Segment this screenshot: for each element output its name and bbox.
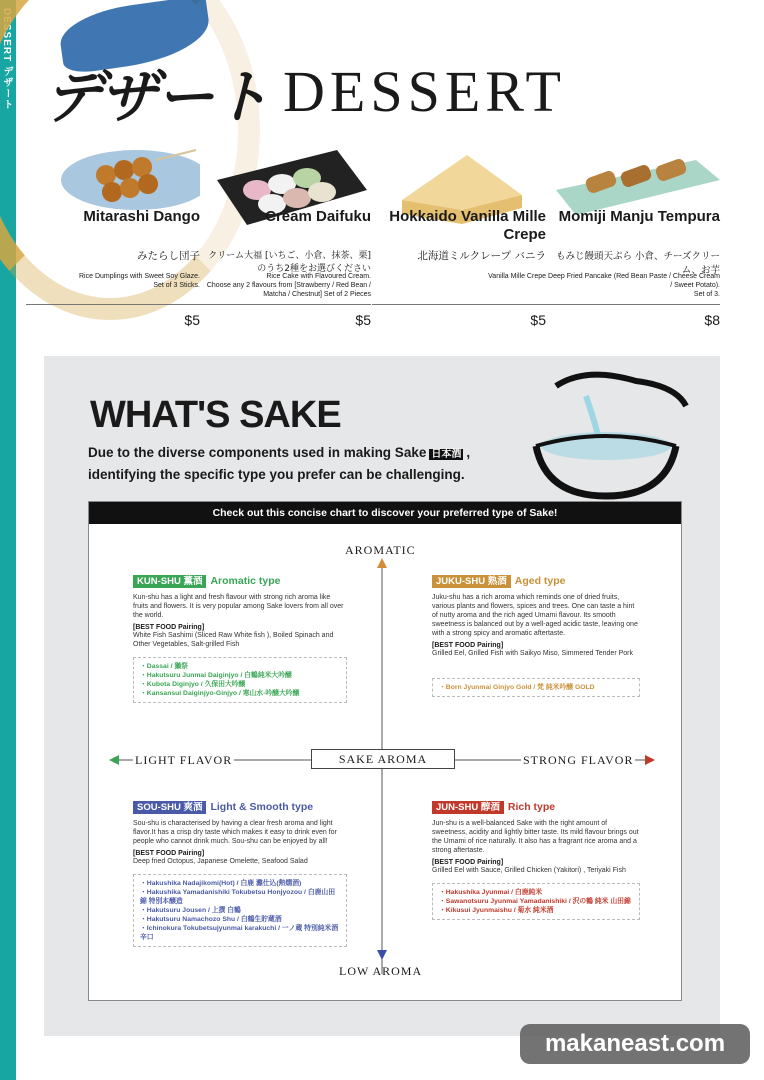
sake-intro-tag: 日本酒 xyxy=(431,449,462,460)
sake-panel xyxy=(44,356,720,1036)
quadrant-type: Aromatic type xyxy=(210,575,281,587)
dessert-cream-daifuku[interactable] xyxy=(197,140,371,340)
dessert-mitarashi-dango[interactable] xyxy=(26,140,200,340)
quadrant-kunshu xyxy=(133,573,347,703)
title-japanese: デザート xyxy=(44,63,269,131)
quadrant-description: Juku-shu has a rich aroma which reminds one of dried fruits, various plants and flowers, spices and trees. One can taste a hint of nutty aroma and the rich aged Umami flavour. Its smooth sweetness is balanced out by a well-aged acidic taste, leaving one with a strong spicy and aromatic aftertaste. xyxy=(432,594,638,637)
sake-intro-text: Due to the diverse components used in making Sake xyxy=(88,445,427,460)
divider xyxy=(26,304,200,305)
quadrant-tag: JUN-SHU 醇酒 xyxy=(432,801,504,814)
dessert-description: Rice Dumplings with Sweet Soy Glaze. xyxy=(79,273,200,280)
dessert-name-jp: みたらし団子 xyxy=(137,250,200,262)
watermark: makaneast.com xyxy=(520,1024,750,1064)
quadrant-header xyxy=(133,799,347,813)
sake-list-item: ・Hakushika Nadajikomi(Hot) / 白鹿 灘仕込(熱燗酒) xyxy=(140,880,302,887)
axis-top-label: AROMATIC xyxy=(345,543,416,557)
dessert-note: Choose any 2 flavours from [Strawberry / Red Bean / Matcha / Chestnut] Set of 2 Pieces xyxy=(206,282,371,298)
quadrant-tag: JUKU-SHU 熟酒 xyxy=(432,575,511,588)
dessert-description: Rice Cake with Flavoured Cream. xyxy=(266,273,371,280)
pairing-text: Grilled Eel with Sauce, Grilled Chicken (Yakitori) , Teriyaki Fish xyxy=(432,867,626,874)
quadrant-junshu xyxy=(432,799,640,920)
pairing-text: White Fish Sashimi (Sliced Raw White fish ), Boiled Spinach and Other Vegetables, Salt-grilled Fish xyxy=(133,632,334,648)
sake-title: WHAT'S SAKE xyxy=(90,394,341,436)
sake-cup-illustration xyxy=(526,366,696,506)
quadrant-description: Sou-shu is characterised by having a clear fresh aroma and light flavor.It has a crisp dry taste which makes it easy to drink even for people who cannot drink much. Sou-shu can be enjoyed by all! xyxy=(133,820,337,845)
divider xyxy=(197,304,371,305)
sake-list-item: ・Sawanotsuru Jyunmai Yamadanishiki / 沢の鶴 純米 山田錦 xyxy=(439,898,631,905)
dessert-name: Mitarashi Dango xyxy=(83,208,200,225)
sake-list-item: ・Dassai / 獺祭 xyxy=(140,663,188,670)
dessert-name-jp: クリーム大福 [いちご、小倉、抹茶、栗] のうち2種をお選びください xyxy=(208,251,371,274)
pairing-header: [BEST FOOD Pairing] xyxy=(133,624,205,631)
quadrant-header xyxy=(432,799,640,813)
dessert-note: Set of 3. xyxy=(693,291,720,298)
divider xyxy=(546,304,720,305)
divider xyxy=(372,304,546,305)
sake-list-item: ・Hakushika Jyunmai / 白鹿純米 xyxy=(439,889,543,896)
pairing-text: Deep fried Octopus, Japanese Omelette, Seafood Salad xyxy=(133,858,308,865)
pairing-text: Grilled Eel, Grilled Fish with Saikyo Miso, Simmered Tender Pork xyxy=(432,650,633,657)
sake-chart xyxy=(88,501,682,1001)
sake-list-item: ・Hakutsuru Jousen / 上撰 白鶴 xyxy=(140,907,241,914)
dessert-description: Vanilla Mille Crepe xyxy=(488,273,546,280)
dessert-name-jp: もみじ饅頭天ぷら 小倉、チーズクリーム、お芋 xyxy=(555,251,720,276)
dessert-name: Hokkaido Vanilla Mille Crepe xyxy=(389,208,546,243)
sake-list-item: ・Kubota Diginjyo / 久保田大吟醸 xyxy=(140,681,246,688)
sake-list xyxy=(432,678,640,697)
axis-bottom-label: LOW AROMA xyxy=(339,964,423,978)
sake-list-item: ・Kikusui Jyunmaishu / 菊水 純米酒 xyxy=(439,907,554,914)
quadrant-description: Jun-shu is a well-balanced Sake with the right amount of sweetness, acidity and lightly bitter taste. Its mild flavour brings out the Umami of rice naturally. It also has a fragrant rice aroma and a strong aftertaste. xyxy=(432,820,639,854)
quadrant-type: Aged type xyxy=(514,575,566,587)
dessert-note: Set of 3 Sticks. xyxy=(153,282,200,289)
quadrant-tag: SOU-SHU 爽酒 xyxy=(133,801,206,814)
sake-intro-text-2: , identifying the specific type you prefer can be challenging. xyxy=(88,445,471,482)
center-label: SAKE AROMA xyxy=(311,749,455,769)
sake-list-item: ・Hakutsuru Junmai Daiginjyo / 白鶴純米大吟醸 xyxy=(140,672,292,679)
axis-right-label: STRONG FLAVOR xyxy=(523,753,634,767)
sake-list xyxy=(432,883,640,920)
dessert-name-jp: 北海道ミルクレープ バニラ xyxy=(417,250,546,262)
dessert-name: Momiji Manju Tempura xyxy=(558,208,720,225)
dessert-name: Cream Daifuku xyxy=(265,208,371,225)
quadrant-soushu xyxy=(133,799,347,947)
quadrant-header xyxy=(133,573,347,587)
sake-list-item: ・Born Jyunmai Ginjyo Gold / 梵 純米吟醸 GOLD xyxy=(439,684,595,691)
quadrant-header xyxy=(432,573,640,587)
axis-left-label: LIGHT FLAVOR xyxy=(135,753,233,767)
sake-list-item: ・Kansansui Daiginjyo-Ginjyo / 寒山水-吟醸大吟醸 xyxy=(140,690,300,697)
sake-list-item: ・Hakutsuru Namachozo Shu / 白鶴生貯蔵酒 xyxy=(140,916,282,923)
pairing-header: [BEST FOOD Pairing] xyxy=(133,850,205,857)
quadrant-description: Kun-shu has a light and fresh flavour with strong rich aroma like fruits and flowers. It is very popular among Sake lovers from all over the world. xyxy=(133,594,344,619)
dessert-mille-crepe[interactable] xyxy=(372,140,546,340)
dessert-price: $5 xyxy=(355,312,371,328)
dessert-momiji-manju[interactable] xyxy=(546,140,720,340)
quadrant-type: Light & Smooth type xyxy=(210,801,314,813)
title-english: DESSERT xyxy=(283,59,566,124)
sake-list xyxy=(133,657,347,703)
side-label: DESSERT デザート xyxy=(1,8,12,111)
pairing-header: [BEST FOOD Pairing] xyxy=(432,859,504,866)
quadrant-jukushu xyxy=(432,573,640,697)
sake-intro xyxy=(88,443,508,485)
chart-header: Check out this concise chart to discover your preferred type of Sake! xyxy=(89,502,681,524)
dessert-price: $8 xyxy=(704,312,720,328)
quadrant-tag: KUN-SHU 薫酒 xyxy=(133,575,206,588)
sake-list-item: ・Hakushika Yamadanishiki Tokubetsu Honjyozou / 白鹿山田錦 特別本醸造 xyxy=(140,889,336,905)
dessert-description: Deep Fried Pancake (Red Bean Paste / Cheese Cream / Sweet Potato). xyxy=(548,273,720,289)
quadrant-type: Rich type xyxy=(507,801,556,813)
dessert-price: $5 xyxy=(184,312,200,328)
dessert-price: $5 xyxy=(530,312,546,328)
sake-list xyxy=(133,874,347,947)
sake-list-item: ・Ichinokura Tokubetsujyunmai karakuchi / 一ノ蔵 特別純米酒辛口 xyxy=(140,925,339,941)
pairing-header: [BEST FOOD Pairing] xyxy=(432,642,504,649)
